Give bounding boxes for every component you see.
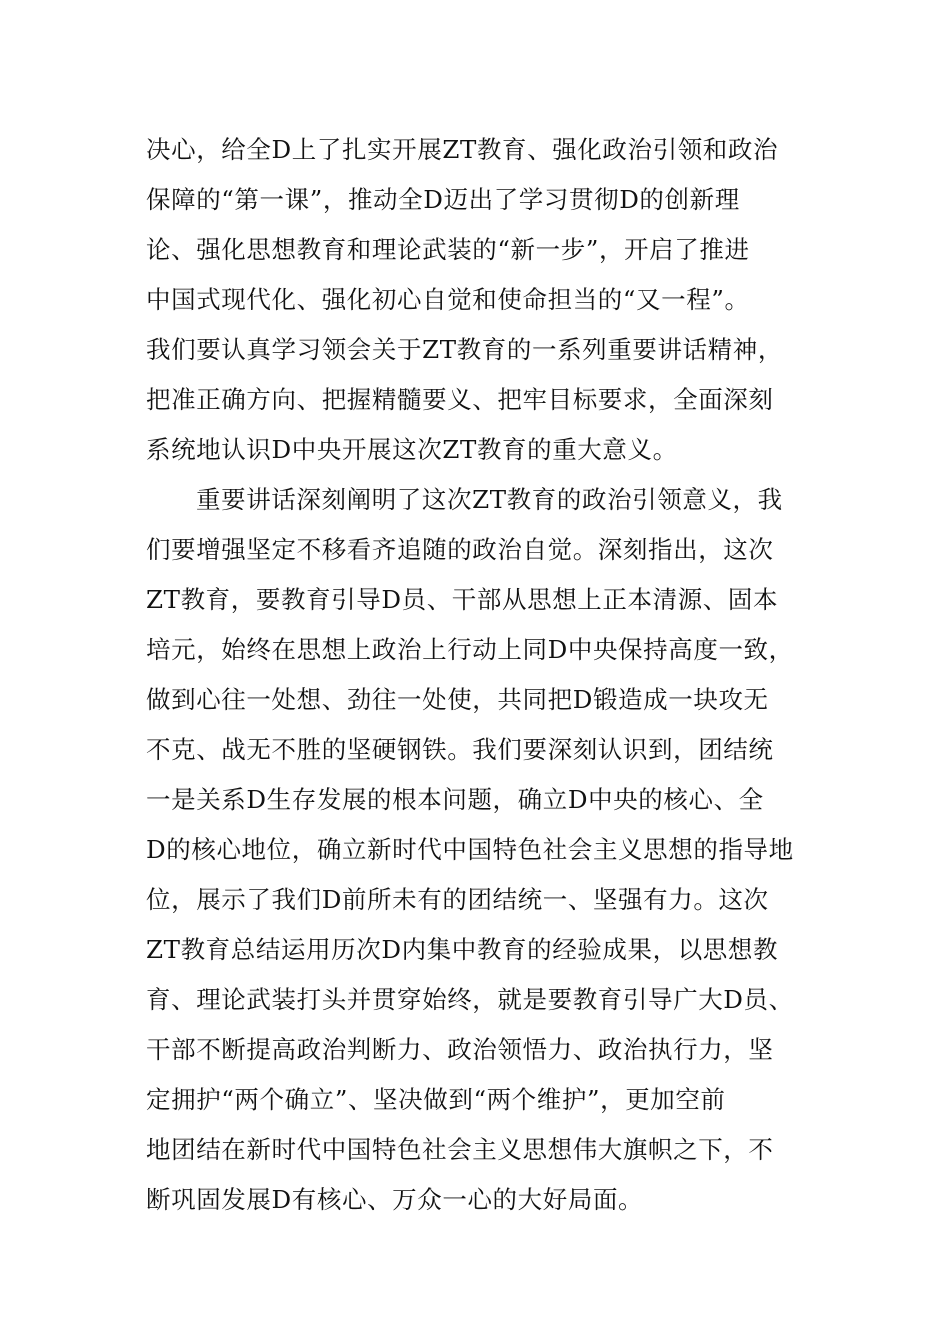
paragraph-2-line-15: 断巩固发展D有核心、万众一心的大好局面。 [146,1185,644,1214]
paragraph-1-line-1: 决心，给全D上了扎实开展ZT教育、强化政治引领和政治 [146,135,779,164]
paragraph-2-line-13: 定拥护“两个确立”、坚决做到“两个维护”，更加空前 [146,1085,726,1114]
paragraph-1-line-2: 保障的“第一课”，推动全D迈出了学习贯彻D的创新理 [146,185,740,214]
paragraph-2-line-10: ZT教育总结运用历次D内集中教育的经验成果，以思想教 [146,935,779,964]
paragraph-2-line-14: 地团结在新时代中国特色社会主义思想伟大旗帜之下，不 [146,1135,774,1164]
paragraph-2-line-5: 做到心往一处想、劲往一处使，共同把D锻造成一块攻无 [146,685,769,714]
paragraph-1-line-7: 系统地认识D中央开展这次ZT教育的重大意义。 [146,435,678,464]
paragraph-2-line-2: 们要增强坚定不移看齐追随的政治自觉。深刻指出，这次 [146,535,774,564]
paragraph-2-line-7: 一是关系D生存发展的根本问题，确立D中央的核心、全 [146,785,764,814]
paragraph-2-line-8: D的核心地位，确立新时代中国特色社会主义思想的指导地 [146,835,794,864]
paragraph-1-line-3: 论、强化思想教育和理论武装的“新一步”，开启了推进 [146,235,750,264]
paragraph-2-line-9: 位，展示了我们D前所未有的团结统一、坚强有力。这次 [146,885,769,914]
paragraph-1-line-6: 把准正确方向、把握精髓要义、把牢目标要求，全面深刻 [146,385,774,414]
paragraph-2-line-11: 育、理论武装打头并贯穿始终，就是要教育引导广大D员、 [146,985,794,1014]
paragraph-1-line-5: 我们要认真学习领会关于ZT教育的一系列重要讲话精神， [146,335,783,364]
paragraph-1-line-4: 中国式现代化、强化初心自觉和使命担当的“又一程”。 [146,285,750,314]
paragraph-2-line-6: 不克、战无不胜的坚硬钢铁。我们要深刻认识到，团结统 [146,735,774,764]
paragraph-2-line-12: 干部不断提高政治判断力、政治领悟力、政治执行力，坚 [146,1035,774,1064]
paragraph-2-line-1: 重要讲话深刻阐明了这次ZT教育的政治引领意义，我 [196,485,783,514]
paragraph-2-line-3: ZT教育，要教育引导D员、干部从思想上正本清源、固本 [146,585,779,614]
paragraph-2-line-4: 培元，始终在思想上政治上行动上同D中央保持高度一致， [146,635,794,664]
